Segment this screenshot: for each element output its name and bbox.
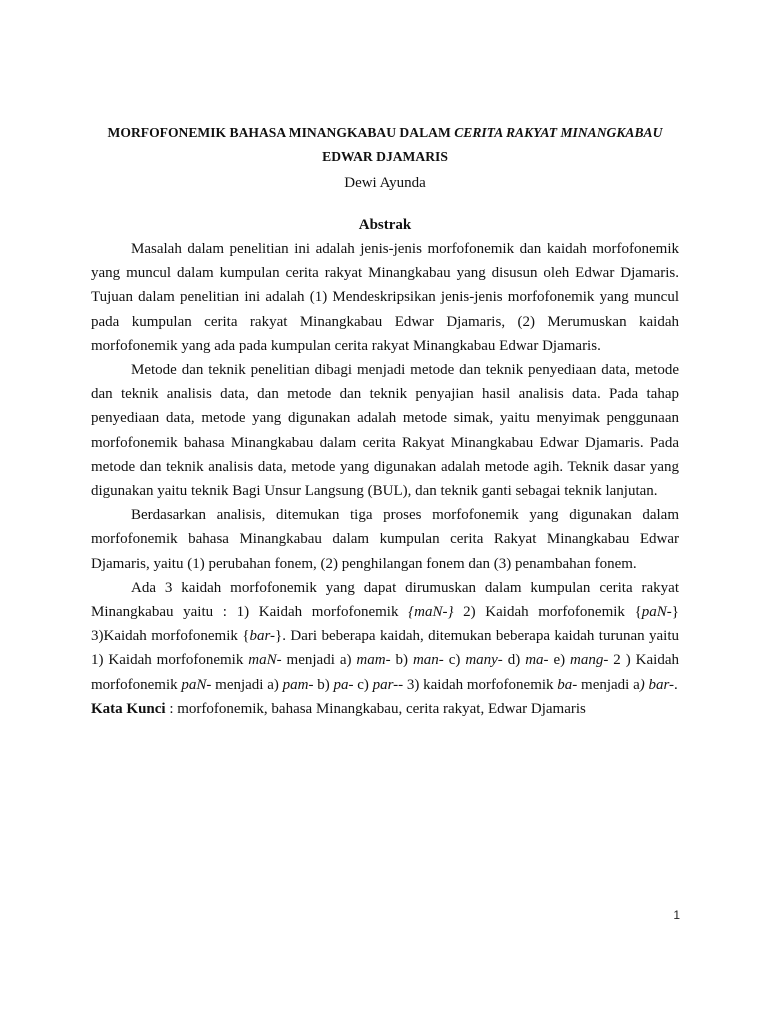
p4-text-2: 2) Kaidah morfofonemik { (453, 604, 642, 621)
abstract-paragraph-2: Metode dan teknik penelitian dibagi menjadi metode dan teknik penyediaan data, metode dan teknik analisis data, dan metode dan teknik penyajian hasil analisis data. Pada tahap penyediaan data, metode yang digunakan adalah metode simak, yaitu menyimak penggunaan morfofonemik bahasa Minangkabau dalam cerita Rakyat Minangkabau Edwar Djamaris. Pada metode dan teknik analisis data, metode yang digunakan adalah metode agih. Teknik dasar yang digunakan yaitu teknik Bagi Unsur Langsung (BUL), dan teknik ganti sebagai teknik lanjutan. (91, 362, 679, 500)
p4-italic-7: many- (465, 652, 503, 669)
p4-text-13: c) (353, 676, 373, 693)
p4-italic-8: ma- (525, 652, 549, 669)
p4-italic-1: {maN-} (408, 604, 454, 621)
p4-text-16: . (674, 676, 678, 693)
p4-text-3: } 3)Kaidah morfofonemik { (91, 604, 679, 645)
document-page (91, 121, 679, 721)
p4-italic-13: par-- (372, 676, 404, 693)
p4-text-6: b) (390, 652, 413, 669)
author-name: Dewi Ayunda (344, 175, 426, 191)
p4-italic-4: maN- (248, 652, 282, 669)
p4-text-10: 2 ) Kaidah morfofonemik (91, 652, 679, 693)
p4-text-4: }. Dari beberapa kaidah, ditemukan beberapa kaidah turunan yaitu 1) Kaidah morfofonemik (91, 628, 680, 669)
p4-italic-9: mang- (570, 652, 609, 669)
p4-text-9: e) (548, 652, 571, 669)
abstract-paragraph-3: Berdasarkan analisis, ditemukan tiga proses morfofonemik yang digunakan dalam morfofonemik bahasa Minangkabau dalam kumpulan cerita Rakyat Minangkabau Edwar Djamaris, yaitu (1) perubahan fonem, (2) penghilangan fonem dan (3) penambahan fonem. (91, 507, 679, 572)
keywords-text: : morfofonemik, bahasa Minangkabau, cerita rakyat, Edwar Djamaris (165, 700, 586, 717)
keywords-label: Kata Kunci (91, 700, 166, 717)
p4-italic-2: paN- (641, 604, 672, 621)
abstract-paragraph-4 (91, 576, 679, 697)
p4-italic-3: bar- (249, 628, 276, 645)
paper-title (91, 121, 679, 145)
p4-italic-5: mam- (356, 652, 391, 669)
abstract-paragraph-1: Masalah dalam penelitian ini adalah jenis-jenis morfofonemik dan kaidah morfofonemik yang muncul dalam kumpulan cerita rakyat Minangkabau yang disusun oleh Edwar Djamaris. Tujuan dalam penelitian ini adalah (1) Mendeskripsikan jenis-jenis morfofonemik yang muncul pada kumpulan cerita rakyat Minangkabau Edwar Djamaris, (2) Merumuskan kaidah morfofonemik yang ada pada kumpulan cerita rakyat Minangkabau Edwar Djamaris. (91, 241, 679, 354)
p4-italic-14: ba- (557, 676, 578, 693)
p4-text-11: menjadi a) (211, 676, 283, 693)
p4-text-15: menjadi a (577, 676, 640, 693)
page-number: 1 (673, 908, 680, 922)
p4-italic-11: pam- (282, 676, 314, 693)
paper-title-line-2: EDWAR DJAMARIS (322, 149, 448, 164)
abstract-heading: Abstrak (358, 217, 412, 233)
p4-text-7: c) (443, 652, 466, 669)
p4-italic-10: paN- (181, 676, 212, 693)
p4-text-8: d) (502, 652, 526, 669)
p4-italic-15: ) bar- (639, 676, 675, 693)
keywords-line (91, 697, 679, 721)
p4-text-14: 3) kaidah morfofonemik (403, 676, 558, 693)
title-main: MORFOFONEMIK BAHASA MINANGKABAU DALAM (107, 125, 455, 140)
p4-text-1: Ada 3 kaidah morfofonemik yang dapat dirumuskan dalam kumpulan cerita rakyat Minangkabau yaitu : 1) Kaidah morfofonemik (91, 579, 679, 621)
p4-text-5: menjadi a) (281, 652, 357, 669)
p4-text-12: b) (313, 676, 334, 693)
title-italic: CERITA RAKYAT MINANGKABAU (454, 125, 663, 140)
p4-italic-12: pa- (333, 676, 354, 693)
p4-italic-6: man- (412, 652, 444, 669)
